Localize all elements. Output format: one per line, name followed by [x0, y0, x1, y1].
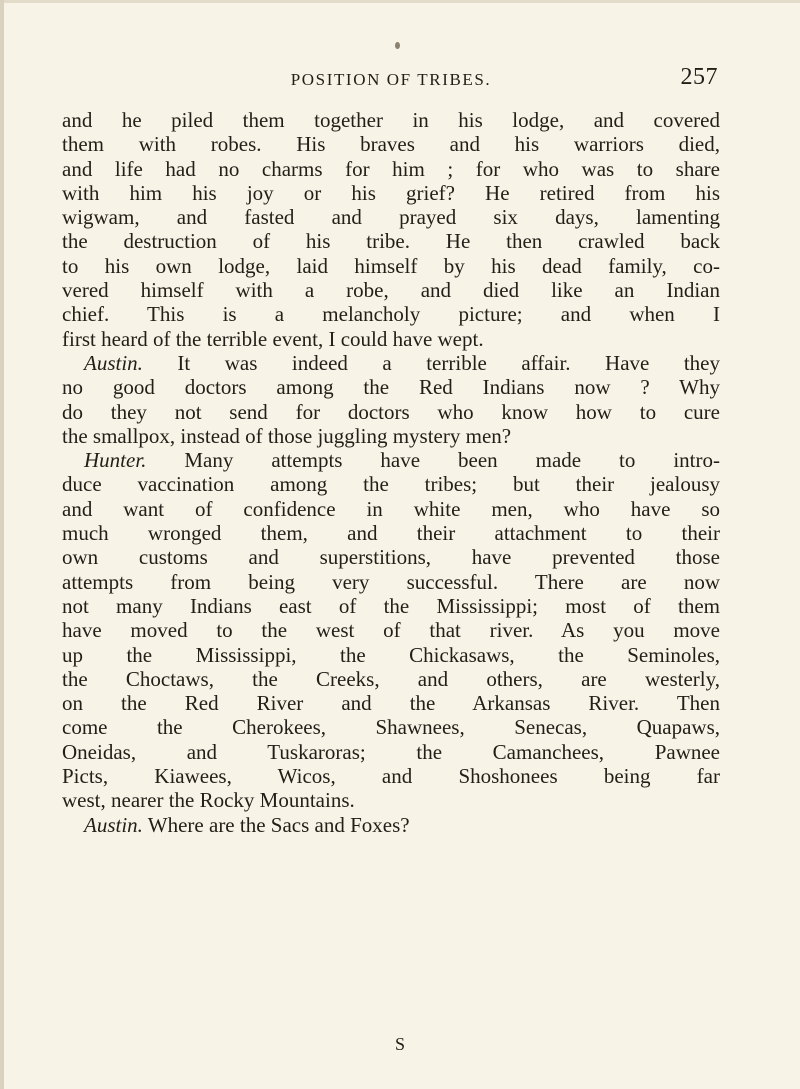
text-line: to his own lodge, laid himself by his dead family, co- [62, 253, 720, 278]
text-line: do they not send for doctors who know how to cure [62, 399, 720, 424]
text-line: own customs and superstitions, have prevented those [62, 545, 720, 570]
speaker-name: Austin. [84, 350, 143, 375]
text-line: and want of confidence in white men, who have so [62, 496, 720, 521]
text-line: the Choctaws, the Creeks, and others, are westerly, [62, 666, 720, 691]
signature-mark: S [394, 1034, 405, 1054]
text-line: wigwam, and fasted and prayed six days, lamenting [62, 205, 720, 230]
text-line: Picts, Kiawees, Wicos, and Shoshonees being far [62, 764, 720, 789]
text-line: with him his joy or his grief? He retired from his [62, 180, 720, 205]
text-line: and life had no charms for him ; for who was to share [62, 156, 720, 181]
text-line: vered himself with a robe, and died like an Indian [62, 278, 720, 303]
text-line: them with robes. His braves and his warriors died, [62, 132, 720, 157]
page-header [62, 64, 720, 96]
text-line: come the Cherokees, Shawnees, Senecas, Quapaws, [62, 715, 720, 740]
dialogue-line: Austin. Where are the Sacs and Foxes? [84, 812, 410, 837]
text-line: first heard of the terrible event, I could have wept. [62, 326, 484, 351]
text-line: west, nearer the Rocky Mountains. [62, 788, 355, 813]
text-line: on the Red River and the Arkansas River. Then [62, 691, 720, 716]
page-number: 257 [680, 64, 718, 90]
running-title: POSITION OF TRIBES. [290, 70, 492, 89]
ink-speck [395, 42, 400, 49]
body-text [62, 108, 720, 837]
text-line: duce vaccination among the tribes; but their jealousy [62, 472, 720, 497]
text-line: and he piled them together in his lodge, and covered [62, 108, 720, 132]
text-line: Oneidas, and Tuskaroras; the Camanchees, Pawnee [62, 739, 720, 764]
dialogue-line: Hunter. Many attempts have been made to intro- [84, 448, 720, 473]
speaker-name: Austin. [84, 812, 143, 837]
text-line: the smallpox, instead of those juggling mystery men? [62, 423, 512, 448]
text-line: much wronged them, and their attachment to their [62, 521, 720, 546]
page-top-edge [0, 0, 800, 3]
speaker-name: Hunter. [84, 448, 147, 473]
page-binding-edge [0, 0, 4, 1089]
text-line: chief. This is a melancholy picture; and when I [62, 302, 720, 327]
text-line: not many Indians east of the Mississippi; most of them [62, 593, 720, 618]
text-line: attempts from being very successful. There are now [62, 569, 720, 594]
text-line: the destruction of his tribe. He then crawled back [62, 229, 720, 254]
text-line: no good doctors among the Red Indians now ? Why [62, 375, 720, 400]
text-line: have moved to the west of that river. As you move [62, 618, 720, 643]
text-line: up the Mississippi, the Chickasaws, the Seminoles, [62, 642, 720, 667]
dialogue-line: Austin. It was indeed a terrible affair. Have they [84, 350, 720, 375]
